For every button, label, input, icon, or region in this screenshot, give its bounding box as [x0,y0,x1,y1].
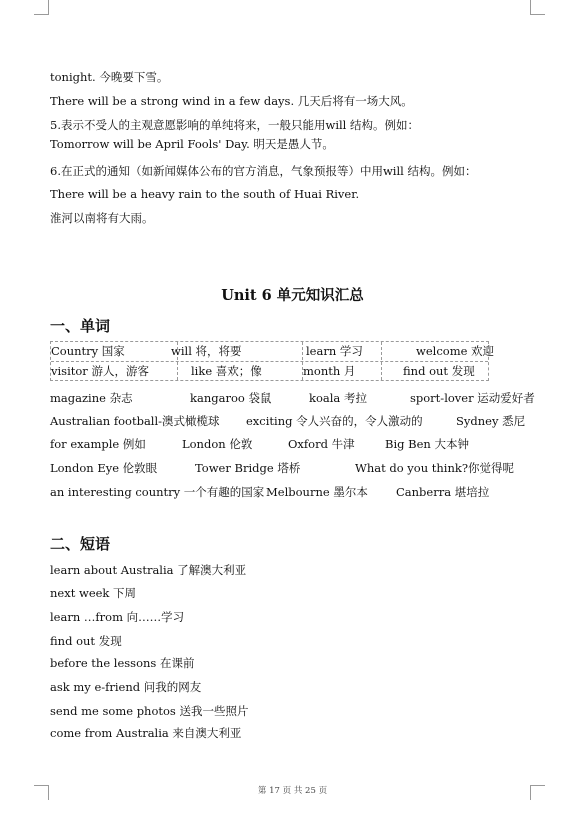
phrase-item: learn …from 向……学习 [50,610,185,624]
vocab-item: exciting 令人兴奋的，令人激动的 [246,414,423,428]
table-cell: Country 国家 [51,344,125,358]
intro-line-2: There will be a strong wind in a few days. 几天后将有一场大风。 [50,94,413,108]
vocab-item: for example 例如 [50,437,146,451]
intro-line-3: 5.表示不受人的主观意愿影响的单纯将来，一般只能用will 结构。例如： [50,118,420,132]
crop-mark-top-left [34,0,49,15]
page-number-footer: 第 17 页 共 25 页 [257,786,328,796]
table-row-divider [51,361,488,362]
intro-line-5: 6.在正式的通知（如新闻媒体公布的官方消息，气象预报等）中用will 结构。例如： [50,164,477,178]
phrase-item: send me some photos 送我一些照片 [50,704,249,718]
phrase-item: come from Australia 来自澳大利亚 [50,726,242,740]
vocab-item: Big Ben 大本钟 [385,437,469,451]
table-cell: welcome 欢迎 [416,344,495,358]
table-cell: month 月 [303,364,356,378]
table-cell: like 喜欢；像 [191,364,262,378]
table-cell: learn 学习 [306,344,363,358]
vocab-item: magazine 杂志 [50,391,133,405]
phrase-item: next week 下周 [50,586,137,600]
vocab-item: Tower Bridge 塔桥 [195,461,301,475]
crop-mark-top-right [530,0,545,15]
intro-line-1: tonight. 今晚要下雪。 [50,70,169,84]
intro-line-7: 淮河以南将有大雨。 [50,211,154,225]
section-heading-words: 一、单词 [50,317,111,335]
table-cell: visitor 游人，游客 [51,364,149,378]
vocab-item: What do you think?你觉得呢 [355,461,515,475]
vocab-item: London 伦敦 [182,437,253,451]
phrase-item: learn about Australia 了解澳大利亚 [50,563,247,577]
vocab-item: Oxford 牛津 [288,437,355,451]
vocab-item: koala 考拉 [309,391,367,405]
phrase-item: ask my e-friend 问我的网友 [50,680,202,694]
table-cell: will 将，将要 [171,344,242,358]
vocab-item: an interesting country 一个有趣的国家 [50,485,265,499]
vocab-item: Melbourne 墨尔本 [266,485,368,499]
table-cell: find out 发现 [403,364,475,378]
vocab-item: London Eye 伦敦眼 [50,461,158,475]
vocab-item: Australian football-澳式橄榄球 [50,414,220,428]
phrase-item: before the lessons 在课前 [50,656,195,670]
vocab-item: Sydney 悉尼 [456,414,526,428]
vocab-item: Canberra 堪培拉 [396,485,490,499]
vocab-item: sport-lover 运动爱好者 [410,391,535,405]
page-title: Unit 6 单元知识汇总 [221,287,364,304]
phrase-item: find out 发现 [50,634,122,648]
vocab-item: kangaroo 袋鼠 [190,391,272,405]
table-col-divider [381,342,382,380]
section-heading-phrases: 二、短语 [50,535,111,553]
intro-line-4: Tomorrow will be April Fools' Day. 明天是愚人节。 [50,137,334,151]
intro-line-6: There will be a heavy rain to the south of Huai River. [50,187,360,201]
